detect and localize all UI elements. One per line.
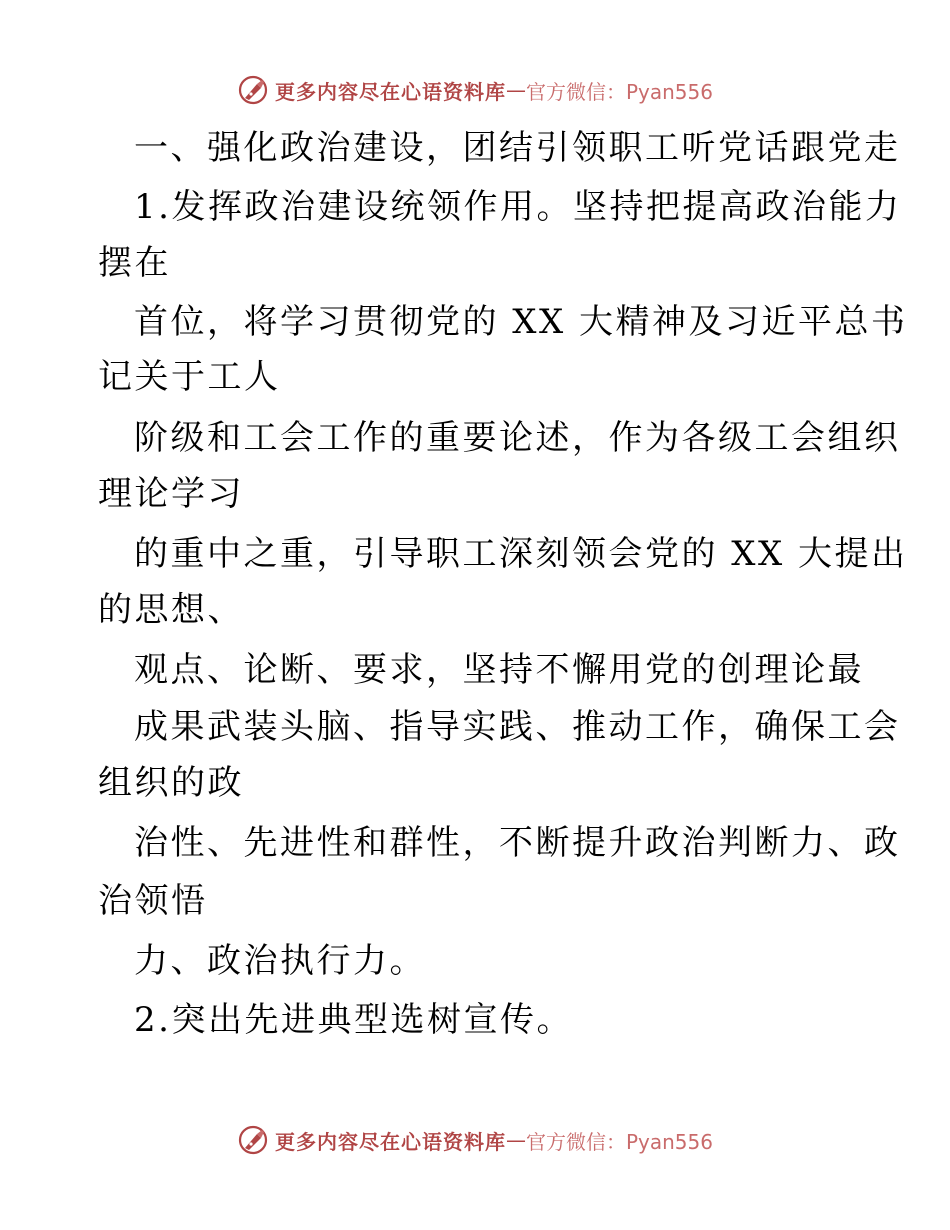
pen-nib-logo-icon <box>237 1124 269 1156</box>
footer-banner-contact: 官方微信：Pyan556 <box>525 1129 713 1154</box>
paragraph-line: 治性、先进性和群性，不断提升政治判断力、政 <box>134 823 901 863</box>
footer-banner-dash: — <box>505 1128 526 1152</box>
header-banner-contact: 官方微信：Pyan556 <box>525 79 713 104</box>
paragraph-line: 成果武装头脑、指导实践、推动工作，确保工会 <box>134 707 901 747</box>
paragraph-line: 阶级和工会工作的重要论述，作为各级工会组织 <box>134 418 901 458</box>
header-banner-text: 更多内容尽在心语资料库 <box>274 79 506 104</box>
paragraph-line: 组织的政 <box>98 763 244 803</box>
pen-nib-logo-icon <box>237 74 269 106</box>
paragraph-line: 力、政治执行力。 <box>134 941 426 981</box>
footer-banner-text: 更多内容尽在心语资料库 <box>274 1129 506 1154</box>
subsection-heading: 2.突出先进典型选树宣传。 <box>134 1000 573 1040</box>
paragraph-line: 的重中之重，引导职工深刻领会党的 XX 大提出 <box>134 534 908 574</box>
paragraph-line: 观点、论断、要求，坚持不懈用党的创理论最 <box>134 650 864 690</box>
paragraph-line: 治领悟 <box>98 881 208 921</box>
section-heading: 一、强化政治建设，团结引领职工听党话跟党走 <box>134 128 901 168</box>
header-banner-dash: — <box>505 78 526 102</box>
paragraph-line: 首位，将学习贯彻党的 XX 大精神及习近平总书 <box>134 302 908 342</box>
paragraph-line: 的思想、 <box>98 590 244 630</box>
header-banner <box>0 70 950 110</box>
paragraph-line: 1.发挥政治建设统领作用。坚持把提高政治能力 <box>134 187 902 227</box>
paragraph-line: 摆在 <box>98 243 171 283</box>
footer-banner <box>0 1120 950 1160</box>
paragraph-line: 理论学习 <box>98 474 244 514</box>
paragraph-line: 记关于工人 <box>98 357 281 397</box>
